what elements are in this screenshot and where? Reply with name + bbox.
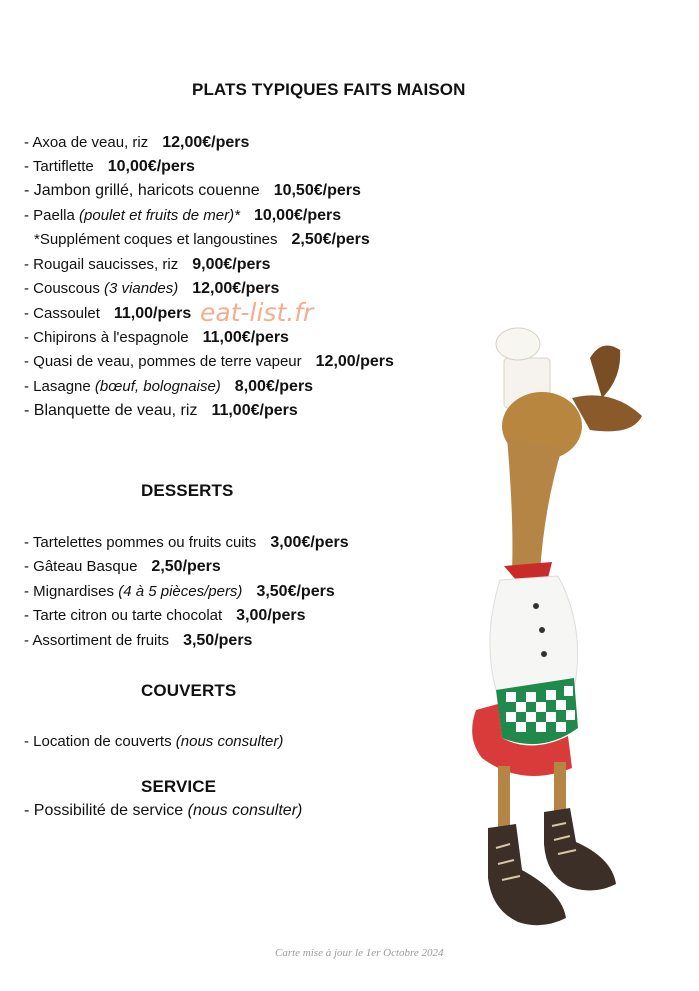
item-price: 10,50€/pers bbox=[273, 182, 361, 199]
item-name: - Chipirons à l'espagnole bbox=[24, 329, 189, 346]
item-name: - Blanquette de veau, riz bbox=[24, 402, 198, 419]
item-price: 2,50/pers bbox=[151, 558, 221, 575]
menu-item bbox=[24, 206, 341, 226]
item-note: (poulet et fruits de mer)* bbox=[79, 207, 240, 224]
item-price: 3,50€/pers bbox=[256, 583, 335, 600]
item-price: 12,00€/pers bbox=[192, 280, 280, 297]
menu-item bbox=[24, 631, 252, 651]
item-name: - Tartiflette bbox=[24, 158, 94, 175]
menu-item bbox=[24, 582, 335, 602]
menu-item bbox=[24, 606, 306, 626]
menu-item bbox=[24, 279, 279, 299]
watermark: eat-list.fr bbox=[200, 298, 314, 327]
item-name: - Tarte citron ou tarte chocolat bbox=[24, 607, 223, 624]
service-heading: SERVICE bbox=[141, 777, 217, 796]
item-name: - Paella bbox=[24, 207, 75, 224]
menu-item bbox=[24, 401, 298, 421]
item-price: 3,50/pers bbox=[183, 632, 253, 649]
item-price: 11,00/pers bbox=[113, 305, 192, 322]
item-name: - Cassoulet bbox=[24, 305, 100, 322]
item-note: (3 viandes) bbox=[104, 280, 179, 297]
item-price: 11,00€/pers bbox=[202, 329, 289, 346]
menu-item bbox=[24, 557, 221, 577]
item-name: - Possibilité de service bbox=[24, 802, 184, 819]
item-note: (nous consulter) bbox=[187, 802, 303, 819]
couverts-heading: COUVERTS bbox=[141, 681, 237, 700]
item-price: 3,00€/pers bbox=[270, 534, 349, 551]
menu-item bbox=[24, 352, 394, 372]
menu-item bbox=[24, 533, 349, 553]
item-note: (nous consulter) bbox=[175, 733, 284, 750]
item-price: 8,00€/pers bbox=[234, 378, 314, 395]
item-name: - Location de couverts bbox=[24, 733, 172, 750]
menu-item bbox=[24, 801, 302, 821]
chef-duck-icon bbox=[462, 318, 652, 968]
item-name: - Rougail saucisses, riz bbox=[24, 256, 179, 273]
item-note: (4 à 5 pièces/pers) bbox=[118, 583, 243, 600]
menu-item bbox=[24, 181, 361, 201]
item-price: 10,00€/pers bbox=[107, 158, 195, 175]
menu-item bbox=[24, 255, 271, 275]
menu-item bbox=[24, 133, 249, 153]
menu-item-supplement bbox=[34, 230, 370, 250]
item-name: - Gâteau Basque bbox=[24, 558, 138, 575]
menu-item bbox=[24, 732, 283, 752]
item-name: - Assortiment de fruits bbox=[24, 632, 170, 649]
footer-update-note: Carte mise à jour le 1er Octobre 2024 bbox=[275, 947, 444, 959]
item-price: 9,00€/pers bbox=[192, 256, 271, 273]
item-name: - Tartelettes pommes ou fruits cuits bbox=[24, 534, 257, 551]
item-price: 12,00€/pers bbox=[162, 134, 250, 151]
menu-item bbox=[24, 304, 191, 324]
item-price: 11,00€/pers bbox=[211, 402, 298, 419]
item-price: 12,00/pers bbox=[315, 353, 394, 370]
menu-item bbox=[24, 377, 313, 397]
item-name: *Supplément coques et langoustines bbox=[34, 231, 278, 248]
item-name: - Couscous bbox=[24, 280, 100, 297]
plats-heading: PLATS TYPIQUES FAITS MAISON bbox=[192, 80, 466, 99]
item-name: - Axoa de veau, riz bbox=[24, 134, 149, 151]
item-name: - Lasagne bbox=[24, 378, 91, 395]
item-note: (bœuf, bolognaise) bbox=[94, 378, 221, 395]
item-price: 3,00/pers bbox=[236, 607, 306, 624]
menu-item bbox=[24, 328, 289, 348]
item-name: - Mignardises bbox=[24, 583, 115, 600]
item-name: - Jambon grillé, haricots couenne bbox=[24, 182, 260, 199]
item-price: 10,00€/pers bbox=[253, 207, 342, 224]
item-price: 2,50€/pers bbox=[291, 231, 370, 248]
menu-item bbox=[24, 157, 195, 177]
item-name: - Quasi de veau, pommes de terre vapeur bbox=[24, 353, 302, 370]
desserts-heading: DESSERTS bbox=[141, 481, 234, 500]
